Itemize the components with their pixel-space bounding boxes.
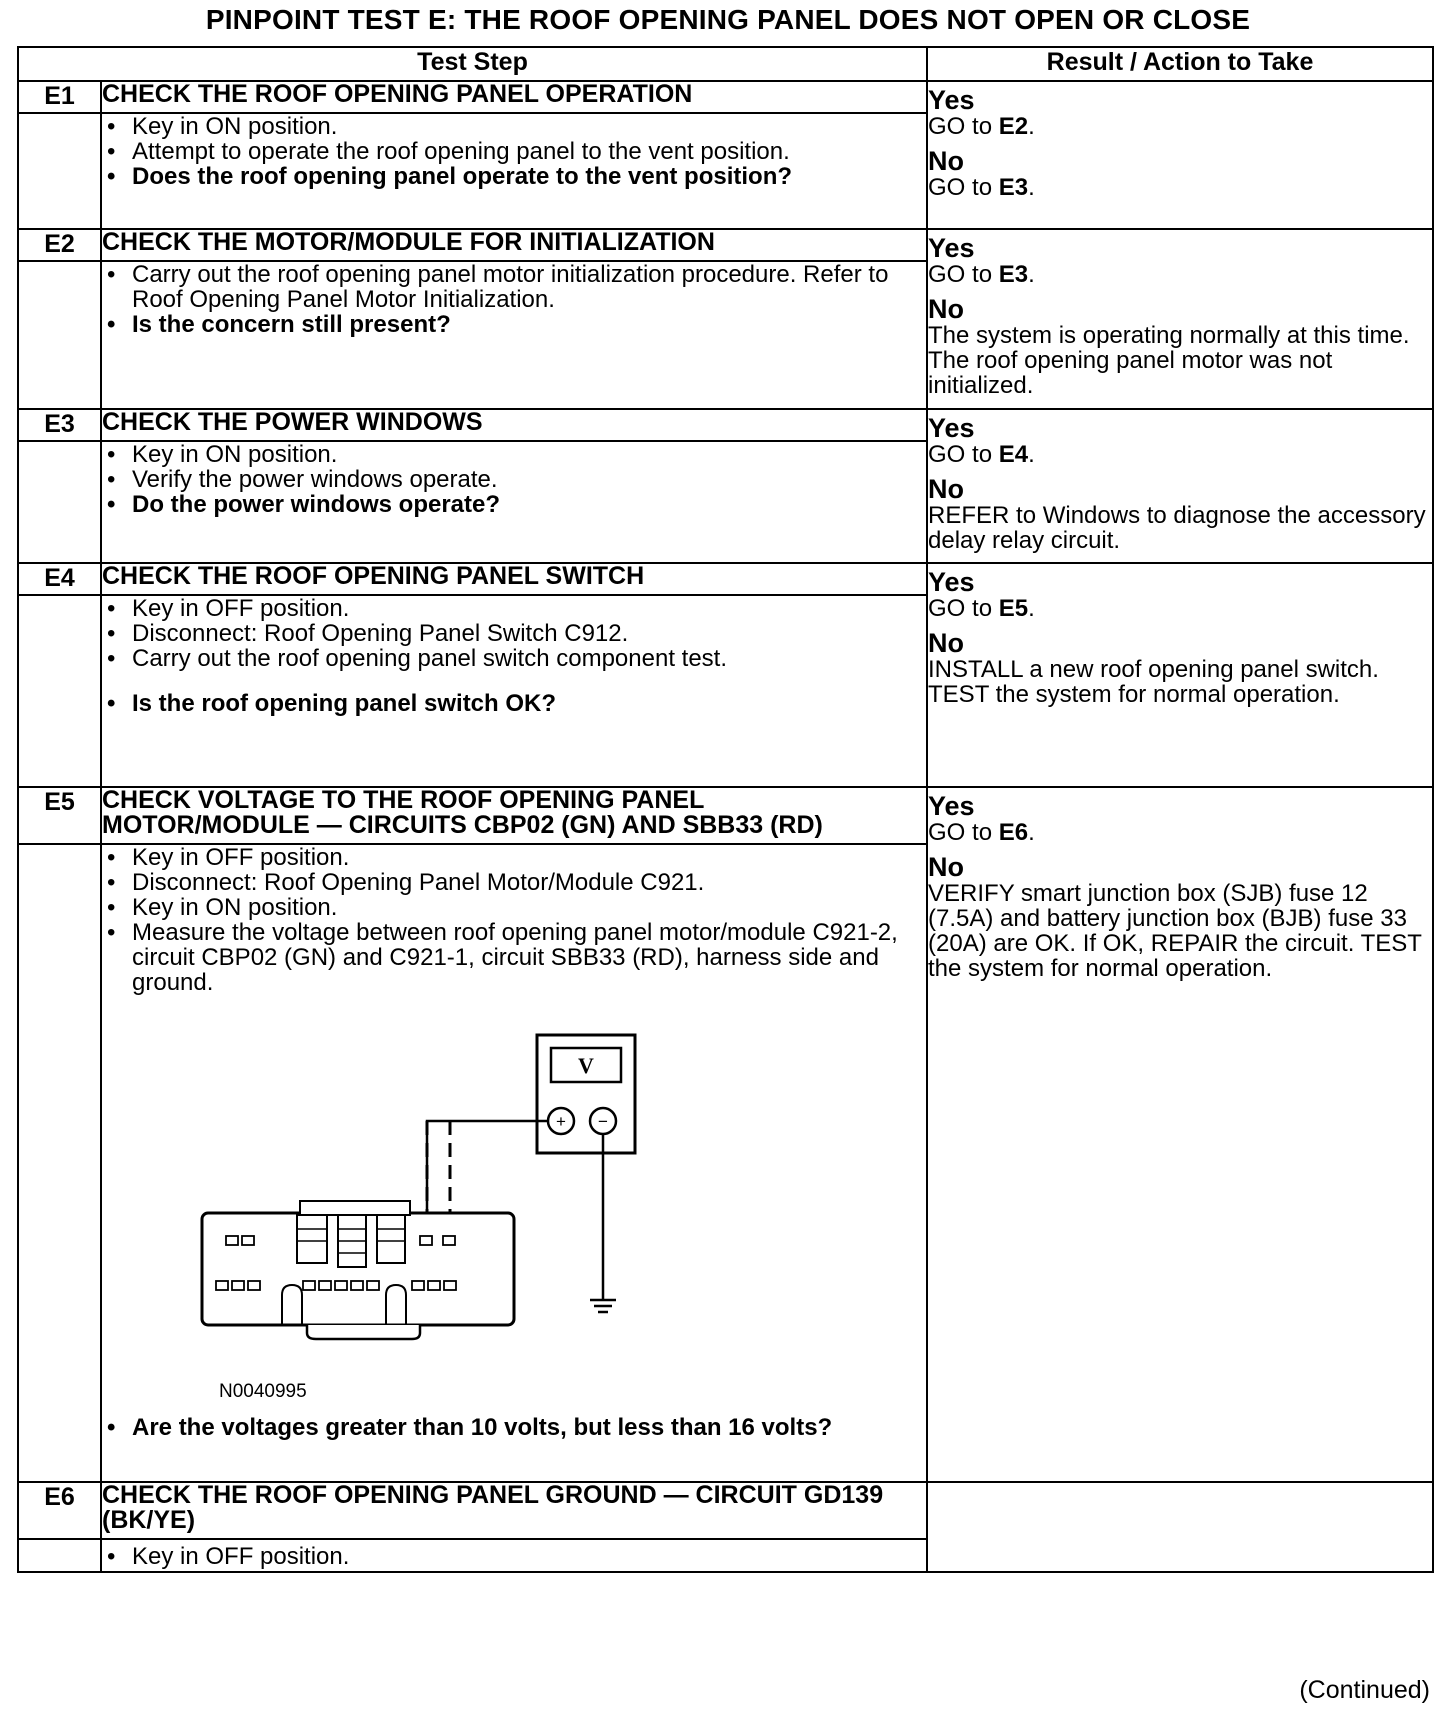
connector-cavity bbox=[297, 1215, 327, 1263]
step-bullet: • Key in OFF position. bbox=[102, 596, 926, 621]
no-label: No bbox=[928, 294, 965, 324]
step-id: E1 bbox=[18, 81, 101, 113]
step-question: • Does the roof opening panel operate to the vent position? bbox=[102, 164, 926, 189]
connector-lock bbox=[300, 1201, 410, 1215]
step-id-spacer bbox=[18, 113, 101, 229]
figure-id: N0040995 bbox=[219, 1381, 307, 1402]
column-header-test-step: Test Step bbox=[18, 47, 927, 81]
yes-label: Yes bbox=[928, 85, 975, 115]
step-title: CHECK THE ROOF OPENING PANEL GROUND — CIRCUIT GD139 (BK/YE) bbox=[101, 1482, 927, 1539]
step-id: E5 bbox=[18, 787, 101, 844]
yes-action: GO to E2. bbox=[928, 113, 1035, 140]
goto-target: E3 bbox=[998, 174, 1029, 201]
step-title: CHECK THE POWER WINDOWS bbox=[101, 409, 927, 441]
no-label: No bbox=[928, 628, 965, 658]
no-label: No bbox=[928, 146, 965, 176]
step-e1-result bbox=[927, 81, 1433, 229]
step-body bbox=[101, 113, 927, 229]
step-id-spacer bbox=[18, 844, 101, 1482]
goto-target: E4 bbox=[998, 441, 1029, 468]
yes-action: GO to E6. bbox=[928, 819, 1035, 846]
continued-note: (Continued) bbox=[1299, 1676, 1430, 1704]
step-e4-result bbox=[927, 563, 1433, 787]
yes-action: GO to E5. bbox=[928, 595, 1035, 622]
no-label: No bbox=[928, 474, 965, 504]
step-id: E6 bbox=[18, 1482, 101, 1539]
step-bullet: • Key in OFF position. bbox=[102, 1544, 926, 1569]
step-e3-title-row bbox=[18, 409, 1433, 441]
step-bullet: • Key in ON position. bbox=[102, 895, 926, 920]
step-body bbox=[101, 1539, 927, 1572]
step-id-spacer bbox=[18, 595, 101, 787]
step-title bbox=[101, 787, 927, 844]
step-e3-result bbox=[927, 409, 1433, 563]
step-e6-title-row bbox=[18, 1482, 1433, 1539]
page-title: PINPOINT TEST E: THE ROOF OPENING PANEL DOES NOT OPEN OR CLOSE bbox=[205, 4, 1251, 35]
goto-target: E3 bbox=[998, 261, 1029, 288]
step-e4-title-row bbox=[18, 563, 1433, 595]
step-e2-title-row bbox=[18, 229, 1433, 261]
yes-action: GO to E3. bbox=[928, 261, 1035, 288]
step-e1-title-row bbox=[18, 81, 1433, 113]
yes-label: Yes bbox=[928, 567, 975, 597]
voltmeter-symbol: V bbox=[578, 1053, 594, 1078]
step-body bbox=[101, 595, 927, 787]
no-action: INSTALL a new roof opening panel switch. TEST the system for normal operation. bbox=[928, 656, 1379, 708]
goto-target: E5 bbox=[998, 595, 1029, 622]
yes-label: Yes bbox=[928, 791, 975, 821]
step-body bbox=[101, 441, 927, 563]
step-question: • Is the concern still present? bbox=[102, 312, 926, 337]
yes-label: Yes bbox=[928, 413, 975, 443]
step-bullet: • Key in ON position. bbox=[102, 114, 926, 139]
step-bullet: • Disconnect: Roof Opening Panel Motor/Module C921. bbox=[102, 870, 926, 895]
step-bullet: • Carry out the roof opening panel switch component test. bbox=[102, 646, 926, 671]
goto-target: E6 bbox=[998, 819, 1029, 846]
step-id-spacer bbox=[18, 1539, 101, 1572]
column-header-result: Result / Action to Take bbox=[927, 47, 1433, 81]
step-title-line: MOTOR/MODULE — CIRCUITS CBP02 (GN) AND SBB33 (RD) bbox=[102, 811, 823, 839]
step-e5-title-row bbox=[18, 787, 1433, 844]
header-row bbox=[18, 47, 1433, 81]
step-title-line: CHECK VOLTAGE TO THE ROOF OPENING PANEL bbox=[102, 786, 705, 814]
step-body bbox=[101, 261, 927, 409]
step-title: CHECK THE MOTOR/MODULE FOR INITIALIZATION bbox=[101, 229, 927, 261]
plus-sign: + bbox=[556, 1112, 566, 1131]
step-id-spacer bbox=[18, 261, 101, 409]
connector-cavity bbox=[377, 1215, 405, 1263]
step-bullet: • Carry out the roof opening panel motor initialization procedure. Refer to Roof Opening Panel Motor Initialization. bbox=[102, 262, 926, 312]
step-title: CHECK THE ROOF OPENING PANEL SWITCH bbox=[101, 563, 927, 595]
step-id: E4 bbox=[18, 563, 101, 595]
step-bullet: • Key in ON position. bbox=[102, 442, 926, 467]
step-title: CHECK THE ROOF OPENING PANEL OPERATION bbox=[101, 81, 927, 113]
step-question: • Do the power windows operate? bbox=[102, 492, 926, 517]
step-id: E2 bbox=[18, 229, 101, 261]
yes-action: GO to E4. bbox=[928, 441, 1035, 468]
voltmeter-diagram bbox=[102, 995, 926, 1415]
step-body bbox=[101, 844, 927, 1482]
minus-sign: − bbox=[598, 1112, 608, 1131]
step-bullet: • Attempt to operate the roof opening panel to the vent position. bbox=[102, 139, 926, 164]
step-e2-result bbox=[927, 229, 1433, 409]
no-action: VERIFY smart junction box (SJB) fuse 12 (7.5A) and battery junction box (BJB) fuse 33 (20A) are OK. If OK, REPAIR the circuit. TEST the system for normal operation. bbox=[928, 880, 1422, 982]
step-bullet: • Disconnect: Roof Opening Panel Switch C912. bbox=[102, 621, 926, 646]
yes-label: Yes bbox=[928, 233, 975, 263]
step-question: • Are the voltages greater than 10 volts, but less than 16 volts? bbox=[102, 1415, 926, 1440]
connector-latch bbox=[307, 1325, 420, 1339]
step-question: • Is the roof opening panel switch OK? bbox=[102, 691, 926, 716]
step-bullet: • Verify the power windows operate. bbox=[102, 467, 926, 492]
step-bullet: • Key in OFF position. bbox=[102, 845, 926, 870]
no-action: The system is operating normally at this time. The roof opening panel motor was not initialized. bbox=[928, 322, 1410, 399]
step-id-spacer bbox=[18, 441, 101, 563]
goto-target: E2 bbox=[998, 113, 1029, 140]
no-action: REFER to Windows to diagnose the accessory delay relay circuit. bbox=[928, 502, 1426, 554]
no-action: GO to E3. bbox=[928, 174, 1035, 201]
no-label: No bbox=[928, 852, 965, 882]
step-e5-result bbox=[927, 787, 1433, 1482]
pinpoint-test-table bbox=[17, 46, 1434, 1573]
step-e6-result bbox=[927, 1482, 1433, 1572]
connector-voltmeter-illustration bbox=[102, 995, 662, 1375]
step-id: E3 bbox=[18, 409, 101, 441]
step-bullet: • Measure the voltage between roof opening panel motor/module C921-2, circuit CBP02 (GN) and C921-1, circuit SBB33 (RD), harness side and ground. bbox=[102, 920, 926, 995]
